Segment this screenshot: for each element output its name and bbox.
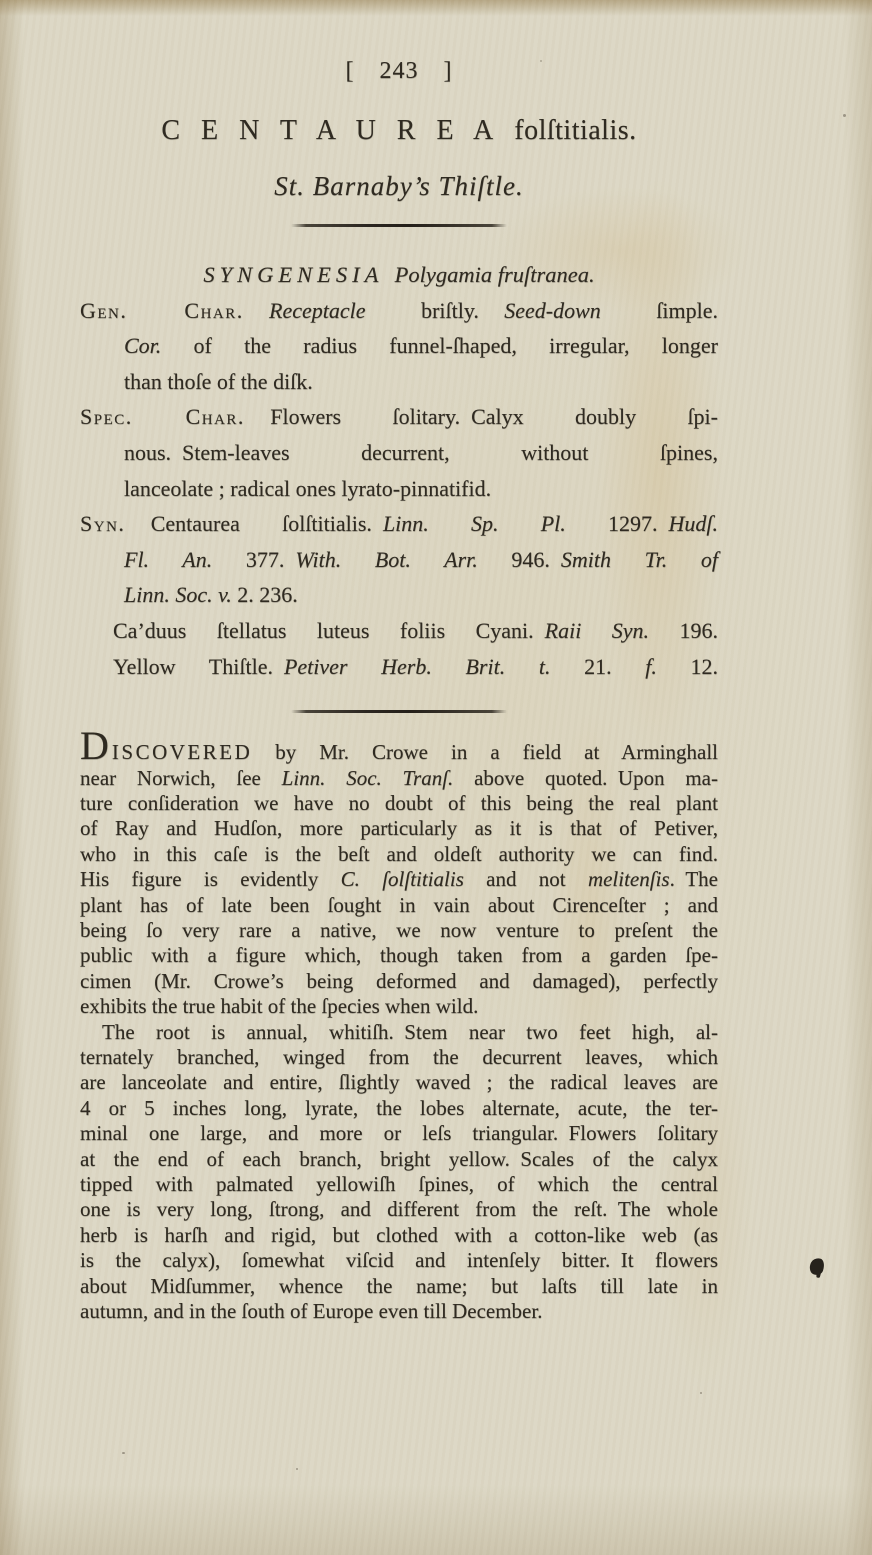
text-segment: Spec. Char. [80, 404, 245, 430]
text-segment: tipped with palmated yellowiſh ſpines, of which the central [80, 1172, 718, 1197]
text-line [80, 328, 718, 364]
text-segment: Fl. An. [124, 546, 213, 572]
page-number: [ 243 ] [345, 58, 453, 84]
text-line [80, 816, 718, 841]
text-segment: Linn. Soc. v. [124, 582, 232, 608]
text-segment: 2. 236. [231, 582, 298, 608]
text-line [80, 1223, 718, 1248]
text-line [80, 791, 718, 816]
page-title [80, 112, 718, 150]
text-column [80, 0, 718, 1324]
text-segment: 12. [656, 653, 719, 679]
paper-speck [843, 114, 846, 117]
text-segment: ſimple. [600, 297, 718, 323]
text-segment: 377. [212, 546, 296, 572]
text-line [80, 893, 718, 918]
text-line [80, 506, 718, 542]
text-segment: With. Bot. Arr. [295, 546, 478, 572]
text-segment: and not [463, 867, 588, 892]
text-line [80, 969, 718, 994]
text-segment: Raii Syn. [544, 617, 650, 643]
text-segment: . The [669, 867, 718, 892]
text-segment: who in this caſe is the beſt and oldeſt authority we can find. [80, 841, 718, 866]
text-segment: nous. Stem-leaves decurrent, without ſpines, [124, 439, 718, 465]
text-segment: 21. [550, 653, 646, 679]
text-line [80, 994, 718, 1019]
text-line [80, 1020, 718, 1045]
text-line [80, 1197, 718, 1222]
text-segment: Polygamia fruſtranea. [394, 262, 595, 287]
text-line [80, 1172, 718, 1197]
text-segment: of Ray and Hudſon, more particularly as it is that of Petiver, [80, 816, 718, 841]
text-line [80, 1248, 718, 1273]
drop-cap: D [80, 723, 112, 769]
paper-speck [540, 60, 542, 62]
text-segment: ternately branched, winged from the decurrent leaves, which [80, 1045, 718, 1069]
text-line [80, 1070, 718, 1095]
text-line [80, 766, 718, 791]
text-line [80, 1147, 718, 1172]
text-line [80, 943, 718, 968]
text-segment: about Midſummer, whence the name; but laſts till late in [80, 1273, 718, 1298]
page-subtitle: St. Barnaby’s Thiſtle. [274, 171, 524, 201]
text-line [80, 577, 718, 613]
text-segment: ture conſideration we have no doubt of this being the real plant [80, 790, 718, 815]
text-segment: His figure is evidently [80, 867, 341, 892]
text-segment: autumn, and in the ſouth of Europe even till December. [80, 1299, 543, 1324]
text-segment: exhibits the true habit of the ſpecies when wild. [80, 994, 479, 1019]
text-segment: 4 or 5 inches long, lyrate, the lobes alternate, acute, the ter- [80, 1095, 718, 1120]
text-segment: plant has of late been ſought in vain about Cirenceſter ; and [80, 892, 718, 917]
text-line [80, 542, 718, 578]
text-segment [383, 262, 394, 287]
text-segment: Cor. [124, 333, 162, 359]
text-line [80, 399, 718, 435]
text-line [80, 613, 718, 649]
text-line [80, 471, 718, 507]
text-segment: of the radius funnel-ſhaped, irregular, longer [161, 333, 718, 359]
text-line [80, 918, 718, 943]
text-segment: Centaurea ſolſtitialis. [150, 511, 383, 537]
text-line [80, 723, 718, 769]
text-segment: at the end of each branch, bright yellow. Scales of the calyx [80, 1146, 718, 1171]
text-segment: briſtly. [365, 297, 479, 323]
ink-blot-mark [808, 1256, 827, 1276]
text-segment: f. [645, 653, 657, 679]
divider-rule-middle [291, 710, 507, 713]
divider-rule-top [291, 224, 507, 227]
text-segment: 1297. [565, 511, 669, 537]
text-segment: 946. [477, 546, 561, 572]
text-line [80, 435, 718, 471]
text-segment: Syn. [80, 511, 126, 537]
text-segment: C. ſolſtitialis [340, 867, 464, 892]
text-line [80, 1096, 718, 1121]
text-line [80, 257, 718, 293]
characters-section [80, 257, 718, 684]
text-segment: Linn. Sp. Pl. [382, 511, 566, 537]
text-segment: being ſo very rare a native, we now venture to preſent the [80, 917, 718, 942]
text-segment: SYNGENESIA [203, 262, 384, 287]
text-segment: Gen. Char. [80, 297, 244, 323]
text-line [80, 867, 718, 892]
text-segment: Petiver Herb. Brit. t. [283, 653, 551, 679]
text-segment: Smith Tr. of [560, 546, 719, 572]
text-segment: ISCOVERED [111, 740, 253, 765]
text-segment: lanceolate ; radical ones lyrato-pinnatifid. [124, 475, 492, 501]
text-segment: minal one large, and more or leſs triangular. Flowers ſolitary [80, 1121, 718, 1146]
text-line [80, 842, 718, 867]
text-segment: herb is harſh and rigid, but clothed with a cotton-like web (as [80, 1222, 718, 1247]
text-line [80, 649, 718, 685]
text-segment: 196. [649, 617, 718, 643]
text-segment: than thoſe of the diſk. [124, 368, 313, 394]
title-genus: C E N T A U R E A [161, 115, 501, 146]
text-line [80, 1299, 718, 1324]
text-segment: Flowers ſolitary. Calyx doubly ſpi- [270, 404, 718, 430]
text-segment: near Norwich, ſee [80, 765, 282, 790]
paper-speck [700, 1392, 702, 1394]
text-segment: melitenſis [587, 867, 670, 892]
text-segment: by Mr. Crowe in a field at Arminghall [252, 740, 718, 765]
text-segment: is the calyx), ſomewhat viſcid and intenſely bitter. It flowers [80, 1248, 718, 1273]
text-line [80, 293, 718, 329]
text-segment: Hudſ. [668, 511, 718, 537]
text-segment: Yellow Thiſtle. [113, 653, 284, 679]
text-segment: above quoted. Upon ma- [453, 765, 718, 790]
text-segment: The root is annual, whitiſh. Stem near two feet high, al- [102, 1019, 718, 1044]
text-segment: one is very long, ſtrong, and different from the reſt. The whole [80, 1197, 718, 1222]
text-segment: Linn. Soc. Tranſ. [281, 765, 454, 790]
paper-speck [122, 1452, 125, 1454]
title-species: folſtitialis. [514, 115, 637, 146]
text-segment: Seed-down [504, 297, 601, 323]
text-segment: public with a figure which, though taken from a garden ſpe- [80, 943, 718, 968]
paper-speck [296, 1468, 298, 1470]
text-line [80, 1045, 718, 1070]
text-line [80, 1121, 718, 1146]
text-segment: are lanceolate and entire, ſlightly waved ; the radical leaves are [80, 1070, 718, 1095]
text-segment: Receptacle [269, 297, 366, 323]
description-section [80, 723, 718, 1324]
text-segment: cimen (Mr. Crowe’s being deformed and damaged), perfectly [80, 968, 718, 993]
text-line [80, 1274, 718, 1299]
text-line [80, 364, 718, 400]
text-segment: Ca’duus ſtellatus luteus foliis Cyani. [113, 617, 545, 643]
